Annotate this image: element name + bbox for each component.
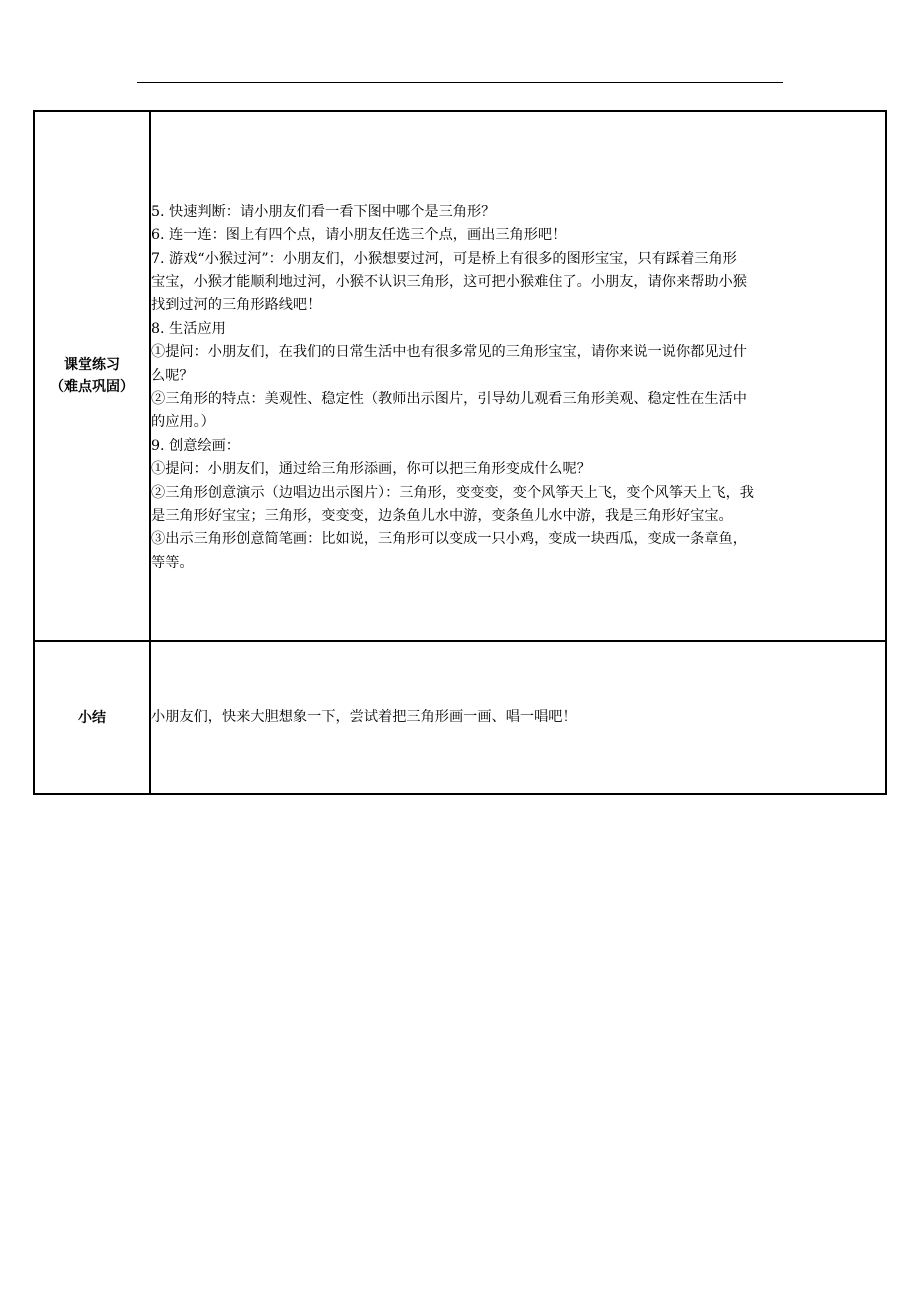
summary-label-cell	[34, 641, 150, 794]
practice-line: 是三角形好宝宝；三角形，变变变，边条鱼儿水中游，变条鱼儿水中游，我是三角形好宝宝。	[151, 508, 733, 525]
practice-line: 5. 快速判断：请小朋友们看一看下图中哪个是三角形？	[151, 203, 496, 220]
summary-row	[34, 641, 886, 794]
practice-line: 的应用。）	[151, 414, 215, 431]
practice-label-subtitle: （难点巩固）	[50, 379, 134, 395]
practice-line: ②三角形的特点：美观性、稳定性（教师出示图片，引导幼儿观看三角形美观、稳定性在生活中	[151, 391, 747, 407]
practice-line: 8. 生活应用	[151, 320, 226, 337]
summary-label: 小结	[78, 709, 106, 726]
summary-text: 小朋友们，快来大胆想象一下，尝试着把三角形画一画、唱一唱吧！	[151, 708, 577, 725]
practice-label-cell	[34, 111, 150, 641]
lesson-plan-table	[33, 110, 887, 795]
summary-content-cell	[150, 641, 886, 794]
practice-text	[151, 201, 885, 576]
practice-row	[34, 111, 886, 641]
practice-line: 宝宝，小猴才能顺利地过河，小猴不认识三角形，这可把小猴难住了。小朋友，请你来帮助小猴	[151, 273, 747, 290]
practice-content-cell	[150, 111, 886, 641]
practice-line: ③出示三角形创意简笔画：比如说，三角形可以变成一只小鸡，变成一块西瓜，变成一条章鱼，	[151, 531, 747, 548]
header-rule	[137, 82, 783, 83]
practice-line: 等等。	[151, 554, 194, 571]
practice-line: 么呢？	[151, 367, 194, 384]
practice-line: ①提问：小朋友们，通过给三角形添画，你可以把三角形变成什么呢？	[151, 461, 591, 478]
practice-label-title: 课堂练习	[64, 357, 120, 373]
practice-line: ①提问：小朋友们，在我们的日常生活中也有很多常见的三角形宝宝，请你来说一说你都见过什	[151, 344, 747, 361]
practice-line: ②三角形创意演示（边唱边出示图片）：三角形，变变变，变个风筝天上飞，变个风筝天上飞，我	[151, 484, 754, 501]
practice-line: 9. 创意绘画：	[151, 437, 240, 454]
practice-line: 找到过河的三角形路线吧！	[151, 297, 322, 314]
practice-line: 6. 连一连：图上有四个点，请小朋友任选三个点，画出三角形吧！	[151, 227, 567, 244]
practice-line: 7. 游戏“小猴过河”：小朋友们，小猴想要过河，可是桥上有很多的图形宝宝，只有踩着三角形	[151, 250, 737, 267]
